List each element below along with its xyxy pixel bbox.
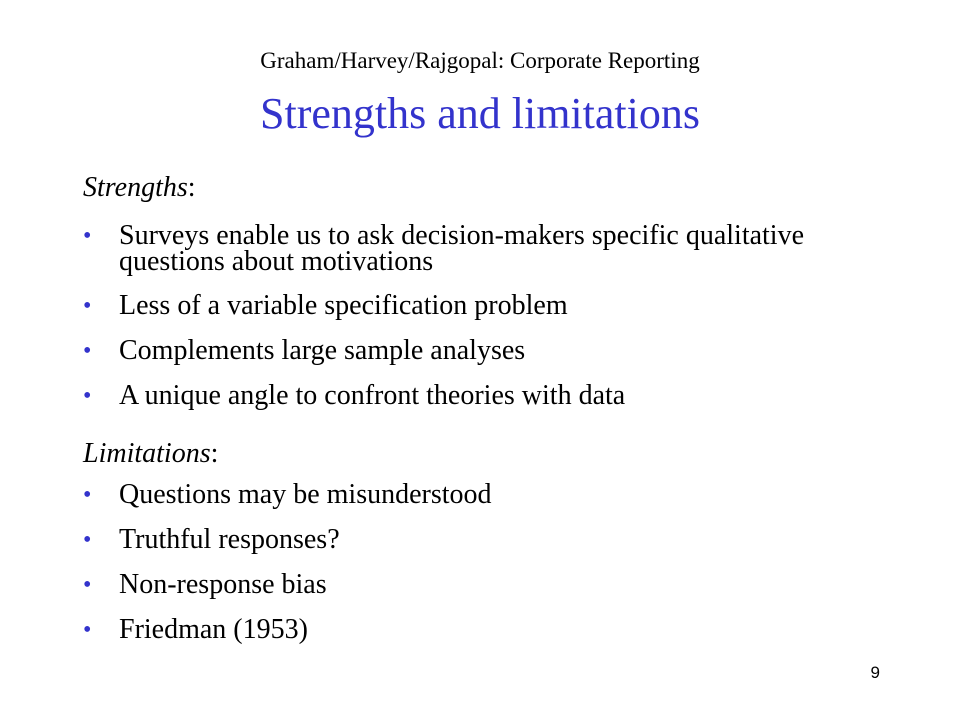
heading-colon: : xyxy=(210,438,219,469)
bullet-dot: • xyxy=(83,482,92,508)
strengths-heading-text: Strengths xyxy=(83,172,188,203)
bullet-dot: • xyxy=(83,383,92,409)
limitations-list xyxy=(83,479,913,645)
page-number: 9 xyxy=(870,663,880,682)
strength-text: Complements large sample analyses xyxy=(119,335,526,366)
limitation-item xyxy=(83,524,913,555)
limitation-text: Truthful responses? xyxy=(119,524,340,555)
limitation-text: Questions may be misunderstood xyxy=(119,479,492,510)
strengths-heading xyxy=(83,170,196,206)
limitation-text: Friedman (1953) xyxy=(119,614,308,645)
strength-text: Surveys enable us to ask decision-makers specific qualitative questions about motivations xyxy=(119,220,805,277)
strength-item xyxy=(83,220,913,277)
limitation-text: Non-response bias xyxy=(119,569,327,600)
bullet-dot: • xyxy=(83,338,92,364)
strengths-list xyxy=(83,220,913,411)
strength-item xyxy=(83,335,913,366)
strength-item xyxy=(83,290,913,321)
limitations-heading xyxy=(83,436,218,472)
limitation-item xyxy=(83,569,913,600)
slide-header: Graham/Harvey/Rajgopal: Corporate Reporting xyxy=(260,48,700,73)
strength-text: Less of a variable specification problem xyxy=(119,290,568,321)
bullet-dot: • xyxy=(83,572,92,598)
slide-title: Strengths and limitations xyxy=(260,89,700,138)
bullet-dot: • xyxy=(83,527,92,553)
strength-text: A unique angle to confront theories with data xyxy=(119,380,626,411)
bullet-dot: • xyxy=(83,223,92,249)
bullet-dot: • xyxy=(83,293,92,319)
limitation-item xyxy=(83,614,913,645)
heading-colon: : xyxy=(187,172,196,203)
bullet-dot: • xyxy=(83,617,92,643)
limitation-item xyxy=(83,479,913,510)
limitations-heading-text: Limitations xyxy=(83,438,211,469)
strength-item xyxy=(83,380,913,411)
